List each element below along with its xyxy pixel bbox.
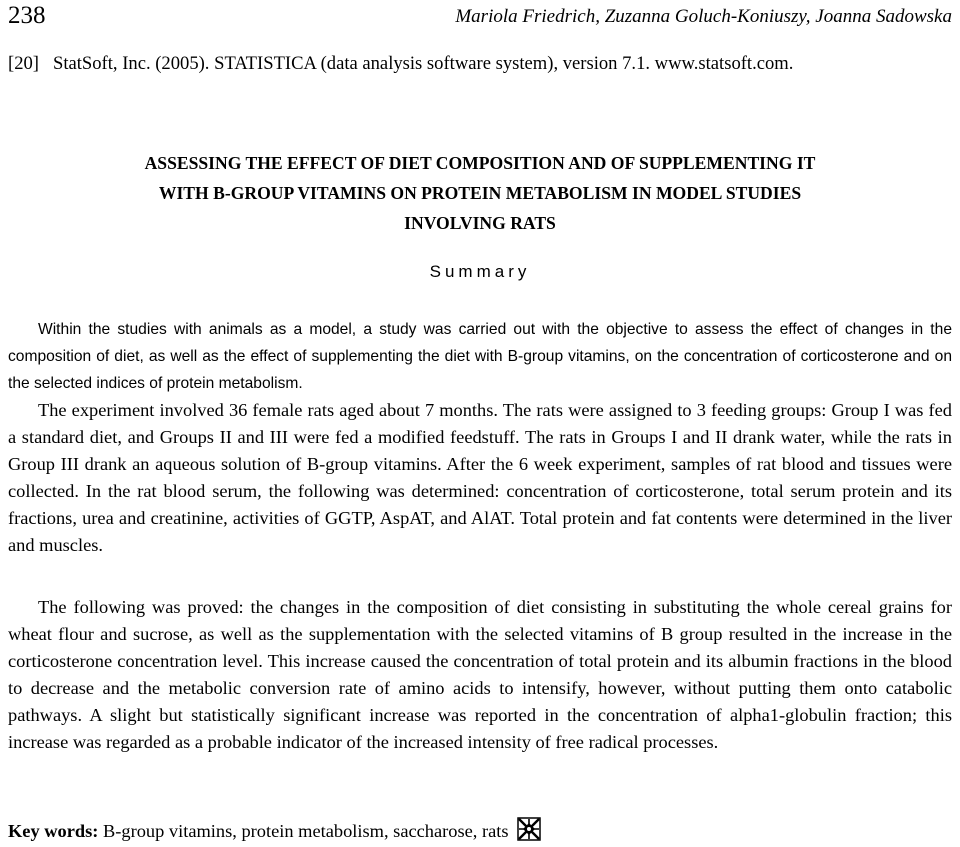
summary-paragraph-2: The experiment involved 36 female rats aged about 7 months. The rats were assigned to 3 feeding groups: Group I was fed a standard diet, and Groups II and III were fed a modified feedstuff. The rats in Groups I and II drank water, while the rats in Group III drank an aqueous solution of B-group vitamins. After the 6 week experiment, samples of rat blood and tissues were collected. In the rat blood serum, the following was determined: concentration of corticosterone, total serum protein and its fractions, urea and creatinine, activities of GGTP, AspAT, and AlAT. Total protein and fat contents were determined in the liver and muscles. xyxy=(8,400,952,555)
summary-heading: Summary xyxy=(429,262,531,281)
keywords-line xyxy=(8,817,541,846)
reference-text: StatSoft, Inc. (2005). STATISTICA (data analysis software system), version 7.1. www.statsoft.com. xyxy=(52,53,794,74)
summary-paragraph-1: Within the studies with animals as a model, a study was carried out with the objective to assess the effect of changes in the composition of diet, as well as the effect of supplementing the diet with B-group vitamins, on the concentration of corticosterone and on the selected indices of protein metabolism. xyxy=(8,321,952,392)
page-header xyxy=(8,2,952,32)
article-title xyxy=(0,148,960,238)
keywords-text: B-group vitamins, protein metabolism, saccharose, rats xyxy=(103,821,509,841)
title-line: INVOLVING RATS xyxy=(404,213,556,233)
reference-number: [20] xyxy=(8,53,39,74)
reference-entry xyxy=(8,53,793,75)
title-line: ASSESSING THE EFFECT OF DIET COMPOSITION AND OF SUPPLEMENTING IT xyxy=(144,153,816,173)
page-number: 238 xyxy=(8,2,46,29)
summary-paragraph-3: The following was proved: the changes in the composition of diet consisting in substituting the whole cereal grains for wheat flour and sucrose, as well as the supplementation with the selected vitamins of B group resulted in the increase in the corticosterone concentration level. This increase caused the concentration of total protein and its albumin fractions in the blood to decrease and the metabolic conversion rate of amino acids to intensify, however, without putting them onto catabolic pathways. A slight but statistically significant increase was reported in the concentration of alpha1-globulin fraction; this increase was regarded as a probable indicator of the increased intensity of free radical processes. xyxy=(8,597,952,752)
keywords-label: Key words: xyxy=(8,821,99,841)
ornamental-end-mark-icon xyxy=(517,817,541,846)
running-head-authors: Mariola Friedrich, Zuzanna Goluch-Koniuszy, Joanna Sadowska xyxy=(455,6,952,27)
title-line: WITH B-GROUP VITAMINS ON PROTEIN METABOLISM IN MODEL STUDIES xyxy=(158,183,802,203)
